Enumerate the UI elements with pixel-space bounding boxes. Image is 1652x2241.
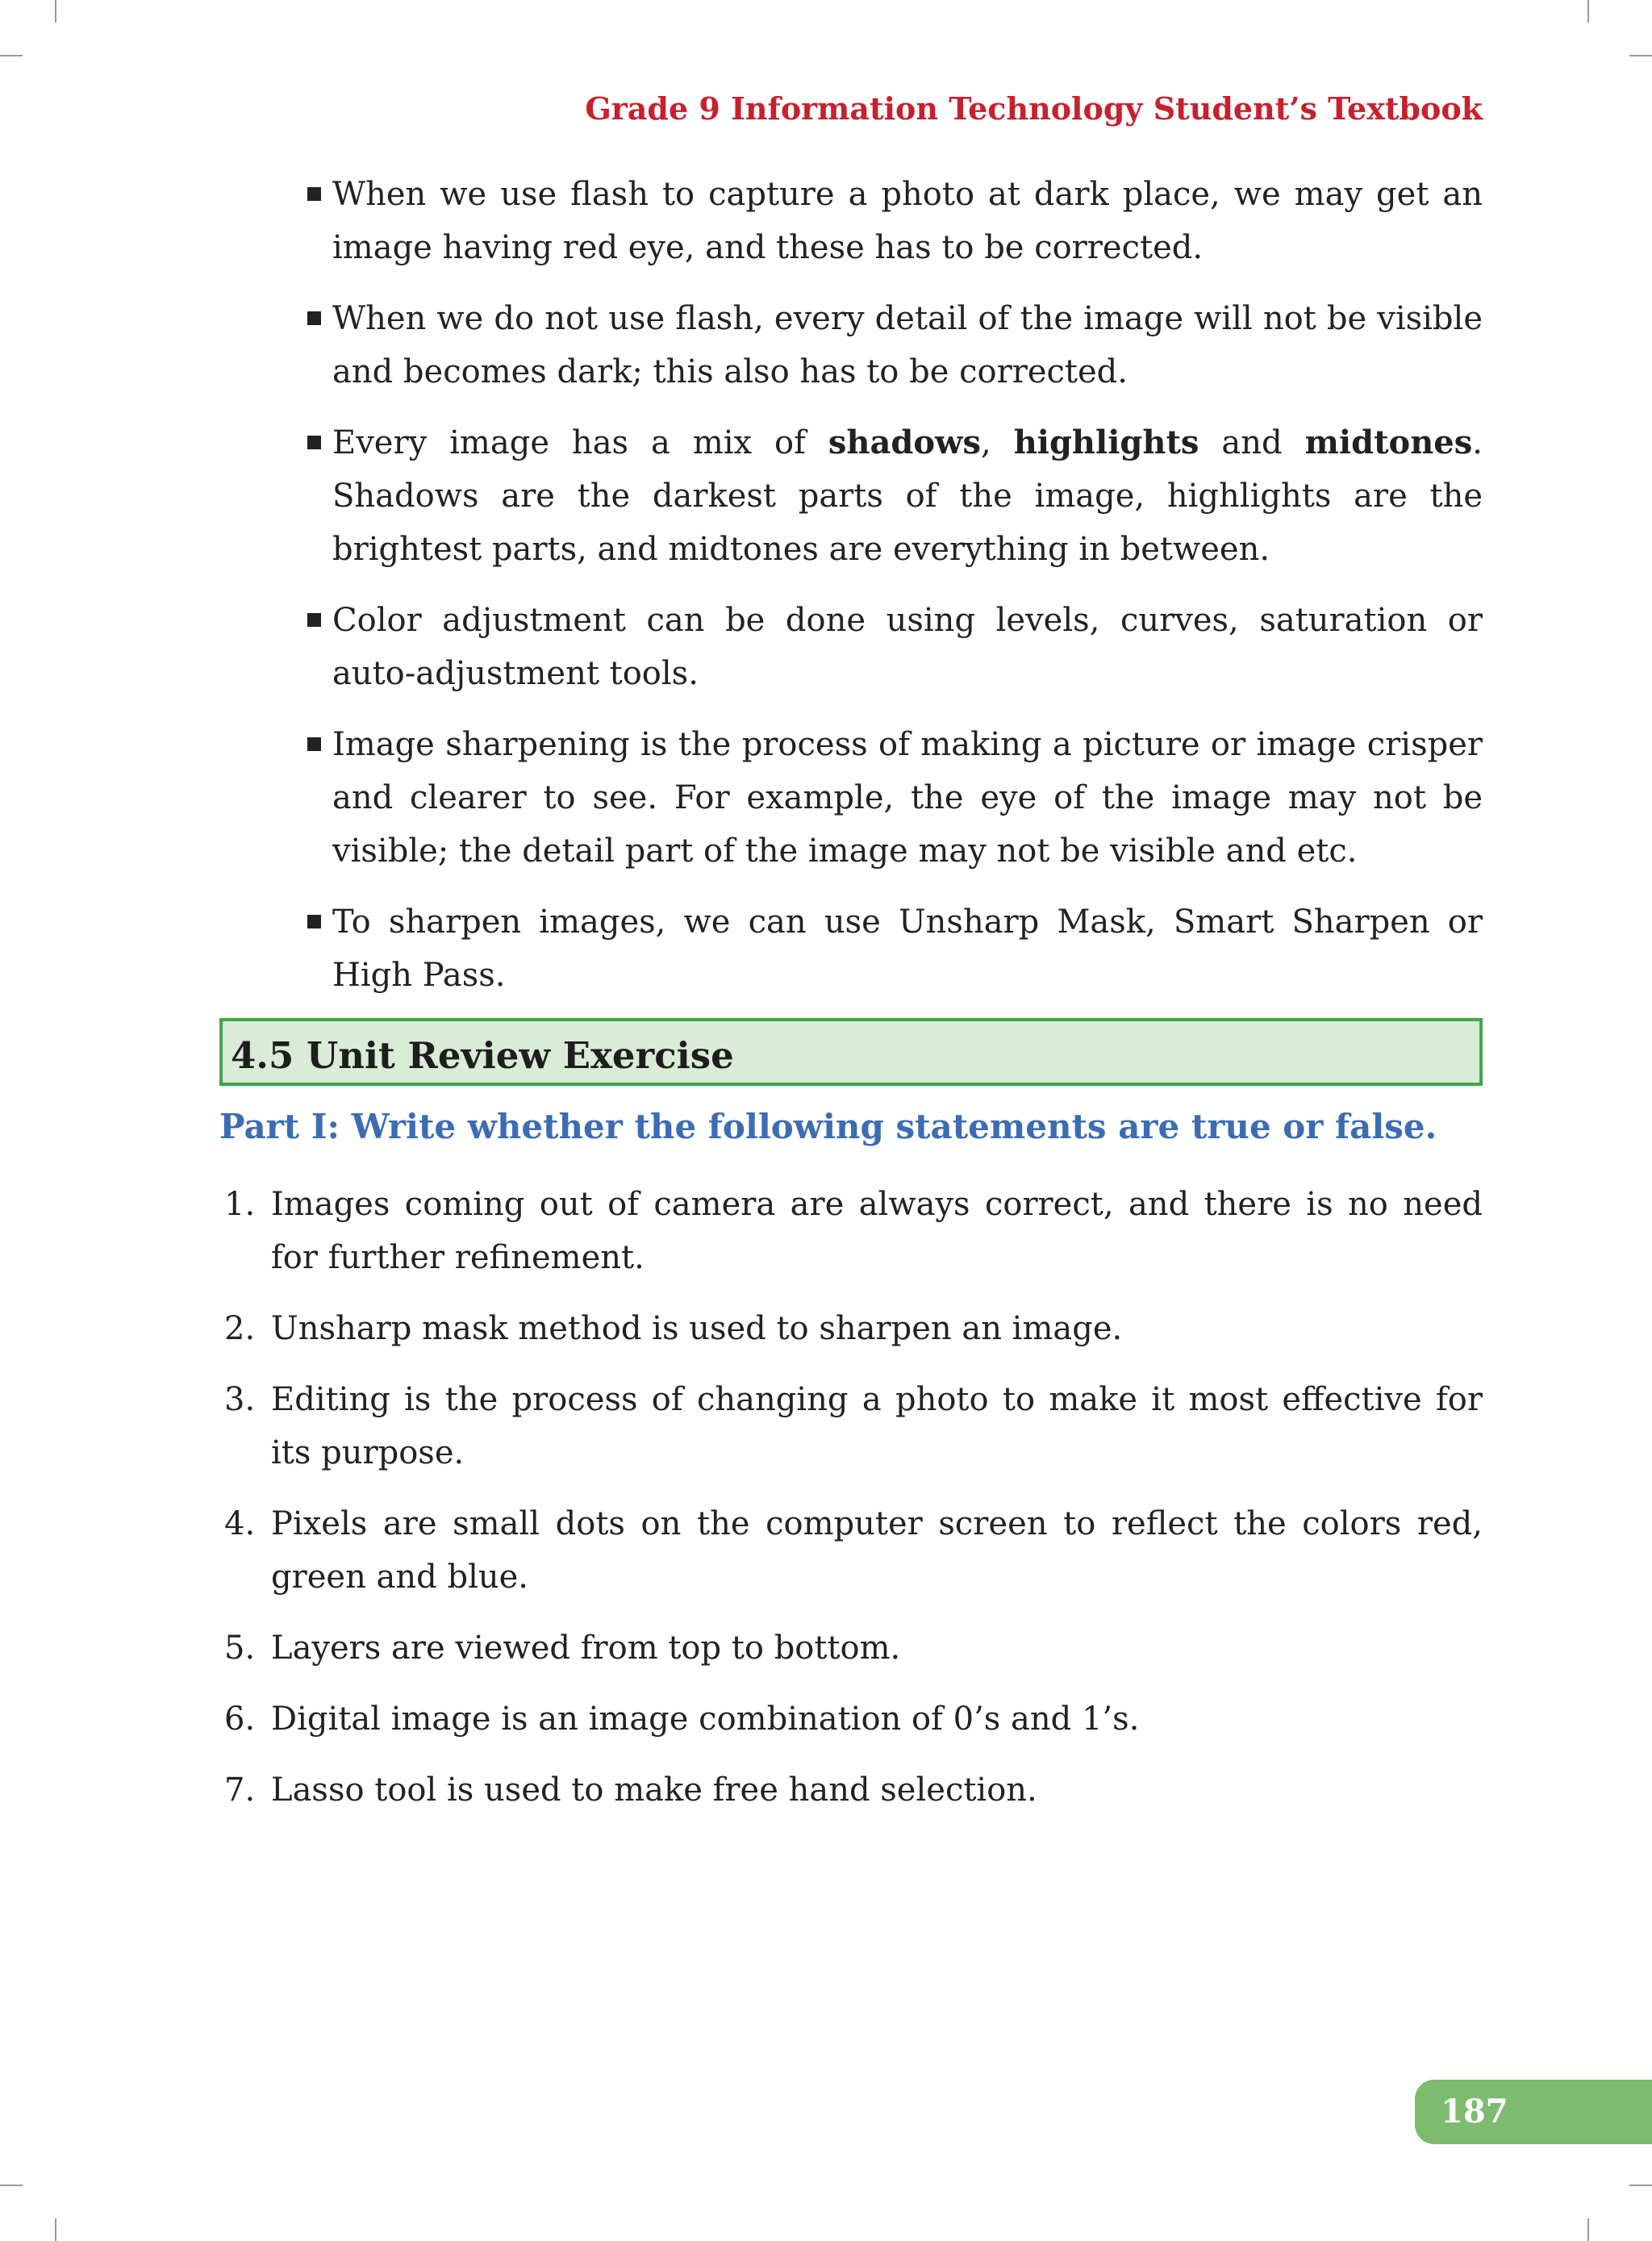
bullet-item (332, 594, 1483, 700)
statement-text: Editing is the process of changing a photo to make it most effective for its purpose. (271, 1381, 1483, 1471)
part-heading: Part I: Write whether the following statements are true or false. (219, 1107, 1437, 1146)
bold-term: midtones (1304, 424, 1473, 461)
bullet-item (332, 292, 1483, 399)
statement-list (224, 1178, 1483, 1834)
statement-text: Images coming out of camera are always correct, and there is no need for further refinement. (271, 1186, 1483, 1276)
crop-mark-bottom-right (1587, 2218, 1589, 2241)
statement-number: 7. (224, 1772, 256, 1809)
bullet-item (332, 895, 1483, 1002)
crop-mark-right-top (1629, 55, 1652, 56)
bullet-item (332, 168, 1483, 274)
statement-number: 4. (224, 1505, 256, 1542)
statement-item (224, 1302, 1483, 1355)
bold-term: shadows (828, 424, 982, 461)
square-bullet-icon (307, 187, 321, 201)
crop-mark-top-right (1587, 0, 1589, 23)
page-number: 187 (1441, 2093, 1508, 2130)
bullet-text: Image sharpening is the process of making a picture or image crisper and clearer to see. For example, the eye of the image may not be visible; the detail part of the image may not be visible and etc. (332, 726, 1483, 870)
statement-number: 3. (224, 1381, 256, 1418)
running-header: Grade 9 Information Technology Student’s Textbook (585, 90, 1483, 127)
statement-text: Layers are viewed from top to bottom. (271, 1630, 901, 1667)
square-bullet-icon (307, 915, 321, 929)
section-title: 4.5 Unit Review Exercise (231, 1034, 734, 1077)
statement-item (224, 1497, 1483, 1604)
bullet-text: When we do not use flash, every detail of the image will not be visible and becomes dark; this also has to be corrected. (332, 300, 1483, 390)
crop-mark-top-left (55, 0, 56, 23)
statement-item (224, 1621, 1483, 1675)
crop-mark-left-bottom (0, 2185, 23, 2186)
bullet-text: , (981, 424, 1014, 461)
statement-text: Digital image is an image combination of 0’s and 1’s. (271, 1701, 1140, 1738)
page-number-tab (1415, 2080, 1652, 2144)
statement-number: 1. (224, 1186, 256, 1223)
square-bullet-icon (307, 436, 321, 449)
statement-item (224, 1692, 1483, 1746)
statement-number: 2. (224, 1310, 256, 1347)
square-bullet-icon (307, 613, 321, 627)
statement-number: 5. (224, 1630, 256, 1667)
crop-mark-left-top (0, 55, 23, 56)
bullet-text: and (1199, 424, 1305, 461)
bullet-text: Color adjustment can be done using levels, curves, saturation or auto-adjustment tools. (332, 602, 1483, 692)
section-heading-box (219, 1018, 1483, 1086)
statement-text: Pixels are small dots on the computer screen to reflect the colors red, green and blue. (271, 1505, 1483, 1596)
bullet-text: To sharpen images, we can use Unsharp Mask, Smart Sharpen or High Pass. (332, 903, 1483, 994)
square-bullet-icon (307, 737, 321, 751)
crop-mark-right-bottom (1629, 2185, 1652, 2186)
bold-term: highlights (1013, 424, 1199, 461)
bullet-text: Every image has a mix of (332, 424, 828, 461)
square-bullet-icon (307, 311, 321, 325)
statement-number: 6. (224, 1701, 256, 1738)
bullet-text: . Shadows are the darkest parts of the image, highlights are the brightest parts, and midtones are everything in between. (332, 424, 1483, 568)
crop-mark-bottom-left (55, 2218, 56, 2241)
bullet-text: When we use flash to capture a photo at dark place, we may get an image having red eye, and these has to be corrected. (332, 176, 1483, 266)
bullet-item (332, 718, 1483, 878)
statement-text: Unsharp mask method is used to sharpen an image. (271, 1310, 1123, 1347)
statement-text: Lasso tool is used to make free hand selection. (271, 1772, 1037, 1809)
statement-item (224, 1373, 1483, 1479)
statement-item (224, 1763, 1483, 1817)
statement-item (224, 1178, 1483, 1284)
bullet-item (332, 416, 1483, 576)
bullet-list (332, 168, 1483, 1020)
